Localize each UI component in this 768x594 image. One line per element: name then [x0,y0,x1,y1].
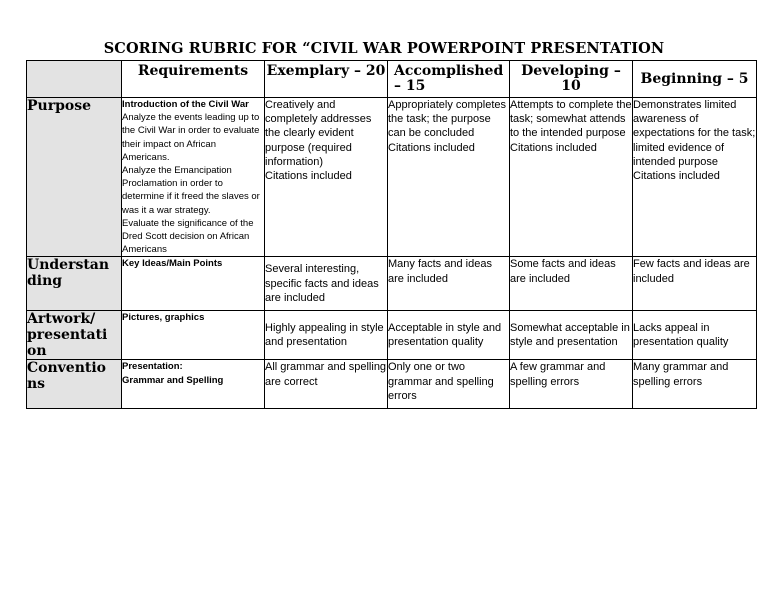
header-beginning: Beginning – 5 [633,61,757,98]
cell-text: Creatively and completely addresses the clearly evident purpose (required information) [265,99,372,168]
cell-conventions-beginning: Many grammar and spelling errors [633,360,757,409]
cell-purpose-accomplished [388,98,510,257]
cell-conventions-exemplary: All grammar and spelling are correct [265,360,388,409]
cell-text: Attempts to complete the task; somewhat attends to the intended purpose [510,99,632,140]
requirement-title: Key Ideas/Main Points [122,258,223,270]
cell-purpose-exemplary [265,98,388,257]
cell-text-citations: Citations included [388,141,475,154]
row-label-purpose: Purpose [27,98,122,257]
scoring-rubric-table [26,60,757,409]
table-row-understanding [27,257,757,311]
cell-understanding-beginning: Few facts and ideas are included [633,257,757,311]
corner-cell [27,61,122,98]
row-label-conventions: Conventio ns [27,360,122,409]
cell-text: Appropriately completes the task; the purpose can be concluded [388,99,507,140]
cell-artwork-exemplary: Highly appealing in style and presentation [265,311,388,360]
requirements-purpose [122,98,265,257]
row-label-understanding: Understan ding [27,257,122,311]
cell-text-citations: Citations included [510,141,597,154]
header-developing: Developing – 10 [510,61,633,98]
requirements-artwork [122,311,265,360]
requirement-title: Pictures, graphics [122,312,205,324]
cell-text-citations: Citations included [265,170,352,183]
cell-purpose-beginning [633,98,757,257]
table-row-conventions [27,360,757,409]
requirement-title: Presentation: [122,361,183,373]
requirement-title: Introduction of the Civil War [122,99,249,110]
header-exemplary: Exemplary – 20 [265,61,388,98]
cell-artwork-beginning: Lacks appeal in presentation quality [633,311,757,360]
requirement-line: Analyze the Emancipation Proclamation in order to determine if it freed the slaves or was it a war strategy. [122,165,260,216]
requirements-conventions [122,360,265,409]
header-accomplished: Accomplished – 15 [388,61,510,98]
cell-text-citations: Citations included [633,170,720,183]
cell-understanding-developing: Some facts and ideas are included [510,257,633,311]
cell-conventions-developing: A few grammar and spelling errors [510,360,633,409]
cell-understanding-exemplary: Several interesting, specific facts and ideas are included [265,257,388,311]
requirement-line: Evaluate the significance of the Dred Scott decision on African Americans [122,217,254,256]
row-label-artwork: Artwork/ presentati on [27,311,122,360]
cell-text: Demonstrates limited awareness of expectations for the task; limited evidence of intended purpose [633,99,756,168]
cell-artwork-accomplished: Acceptable in style and presentation quality [388,311,510,360]
cell-artwork-developing: Somewhat acceptable in style and presentation [510,311,633,360]
header-requirements: Requirements [122,61,265,98]
cell-conventions-accomplished: Only one or two grammar and spelling errors [388,360,510,409]
table-row-artwork [27,311,757,360]
requirements-understanding [122,257,265,311]
cell-purpose-developing [510,98,633,257]
cell-understanding-accomplished: Many facts and ideas are included [388,257,510,311]
document-title: SCORING RUBRIC FOR “CIVIL WAR POWERPOINT PRESENTATION [103,40,665,57]
requirement-title-2: Grammar and Spelling [122,374,224,386]
requirement-line: Analyze the events leading up to the Civil War in order to evaluate their impact on African Americans. [122,112,260,163]
header-row [27,61,757,98]
table-row-purpose [27,98,757,257]
